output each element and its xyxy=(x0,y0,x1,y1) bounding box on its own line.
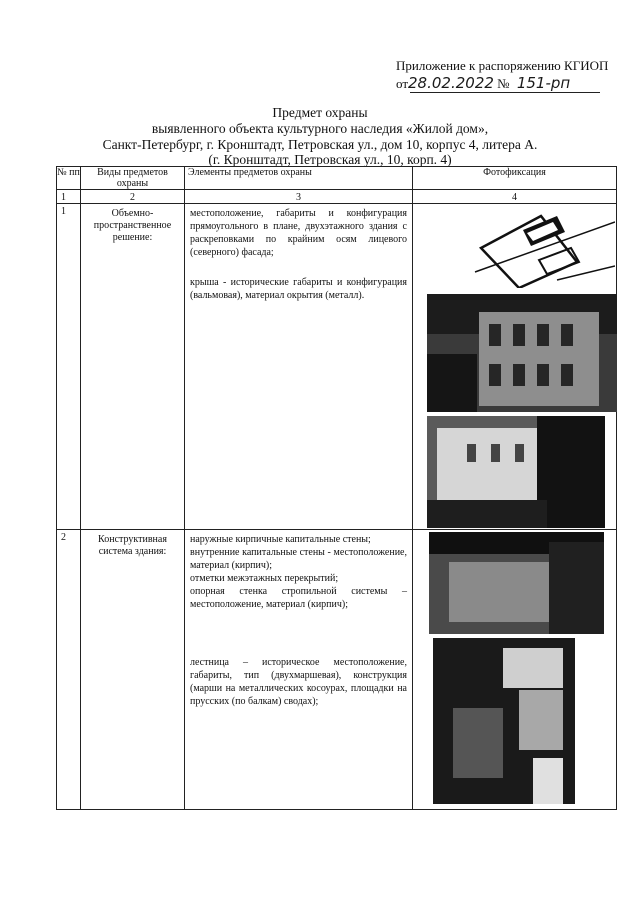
row-elements xyxy=(185,204,413,530)
row-number: 2 xyxy=(57,530,81,810)
attachment-line: Приложение к распоряжению КГИОП xyxy=(396,58,609,73)
col-header-num: № пп xyxy=(57,167,81,190)
side-facade-photo xyxy=(427,416,605,528)
title-line-4: (г. Кронштадт, Петровская ул., 10, корп. 4) xyxy=(208,152,452,167)
table-row xyxy=(57,204,617,530)
col-header-kind: Виды предметов охраны xyxy=(81,167,185,190)
element-text: отметки межэтажных перекрытий; xyxy=(190,573,339,584)
element-text: лестница – историческое местоположение, габариты, тип (двухмаршевая), конструкция (марши на металлических косоурах, площадки на прусских (по балкам) сводах); xyxy=(190,657,407,707)
table-colnum-row: 1 2 3 4 xyxy=(57,190,617,204)
row-kind: Конструктивная система здания: xyxy=(81,530,185,810)
row-kind: Объемно-пространственное решение: xyxy=(81,204,185,530)
table-header-row xyxy=(57,167,617,190)
wall-photo xyxy=(429,532,604,634)
signature-underline xyxy=(410,92,600,93)
col-header-photo: Фотофиксация xyxy=(413,167,617,190)
element-text: крыша - исторические габариты и конфигурация (вальмовая), материал окрытия (металл). xyxy=(190,277,407,301)
staircase-photo xyxy=(433,638,575,804)
order-date-line: от28.02.2022 № 151-рп xyxy=(396,76,616,91)
element-text: опорная стенка стропильной системы – местоположение, материал (кирпич); xyxy=(190,586,407,610)
handwritten-number: 151-рп xyxy=(516,74,571,92)
element-text: внутренние капитальные стены - местоположение, материал (кирпич); xyxy=(190,547,407,571)
handwritten-date: 28.02.2022 xyxy=(408,74,494,92)
title-line-1: Предмет охраны xyxy=(272,105,368,120)
facade-photo xyxy=(427,294,617,412)
row-photos xyxy=(413,204,617,530)
element-text: наружные кирпичные капитальные стены; xyxy=(190,534,371,545)
title-line-2: выявленного объекта культурного наследия «Жилой дом», xyxy=(151,121,489,136)
row-number: 1 xyxy=(57,204,81,530)
row-photos xyxy=(413,530,617,810)
title-line-3: Санкт-Петербург, г. Кронштадт, Петровская ул., дом 10, корпус 4, литера А. xyxy=(102,137,538,152)
element-text: местоположение, габариты и конфигурация прямоугольного в плане, двухэтажного здания с раскреповками по крайним осям лицевого (северного) фасада; xyxy=(190,208,407,258)
protection-table xyxy=(56,166,617,810)
col-header-elements: Элементы предметов охраны xyxy=(185,167,413,190)
site-plan-image xyxy=(465,208,615,288)
table-row xyxy=(57,530,617,810)
row-elements xyxy=(185,530,413,810)
